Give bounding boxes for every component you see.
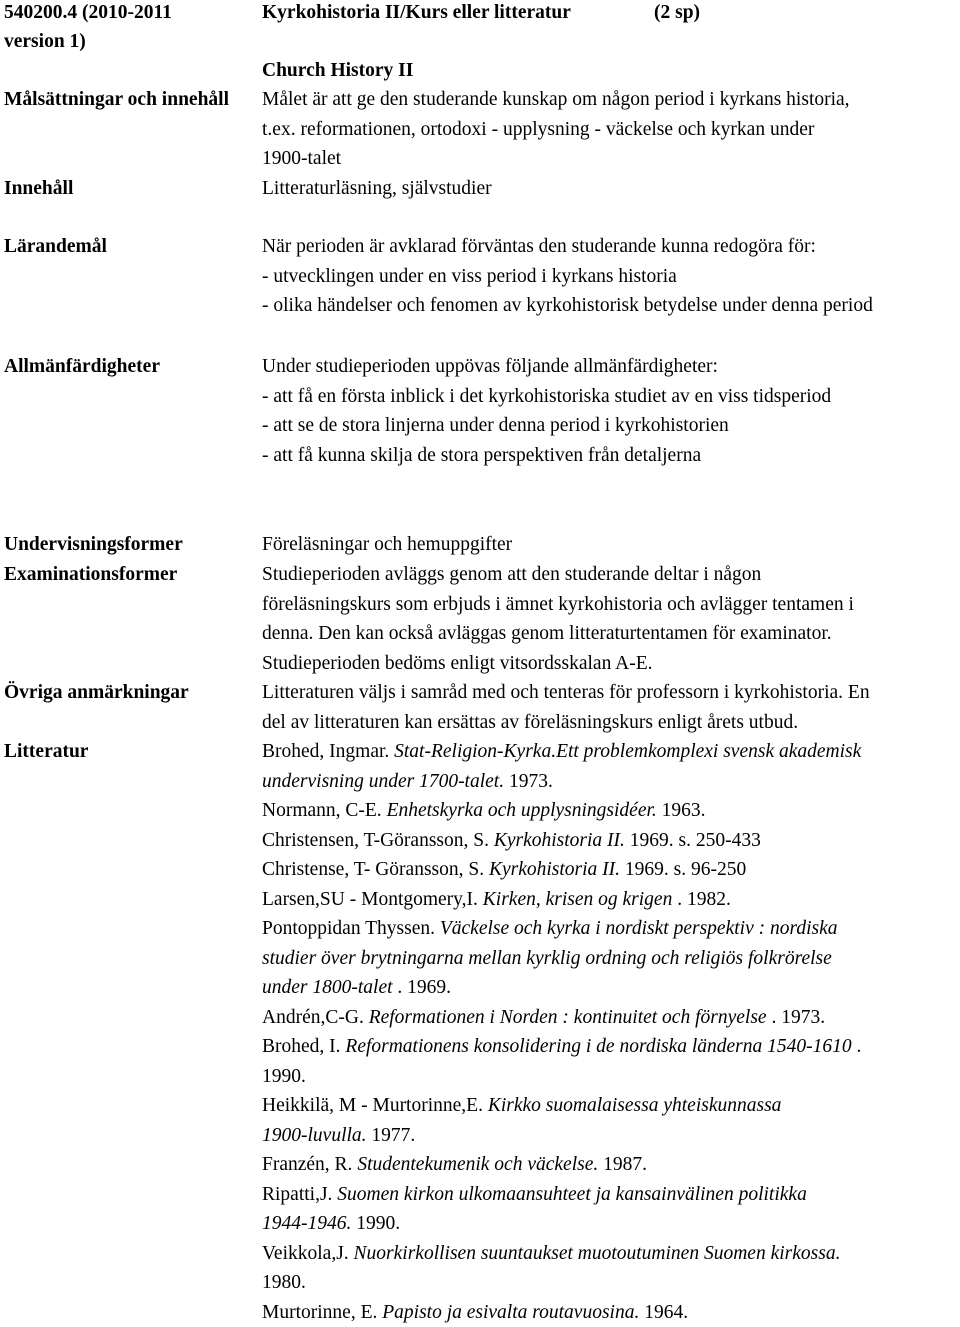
course-english-title: Church History II	[262, 56, 413, 86]
label-innehall: Innehåll	[4, 174, 73, 204]
reference-line: Veikkola,J. Nuorkirkollisen suuntaukset muotoutuminen Suomen kirkossa.	[262, 1239, 960, 1269]
reference-line: Andrén,C-G. Reformationen i Norden : kontinuitet och förnyelse . 1973.	[262, 1003, 960, 1033]
examinationsformer-text	[262, 560, 960, 678]
allmanfardigheter-text	[262, 352, 960, 470]
reference-line: Brohed, I. Reformationens konsolidering i de nordiska länderna 1540-1610 .	[262, 1032, 960, 1062]
reference-line: Christensen, T-Göransson, S. Kyrkohistoria II. 1969. s. 250-433	[262, 826, 960, 856]
text-line: del av litteraturen kan ersättas av föreläsningskurs enligt årets utbud.	[262, 708, 960, 738]
label-undervisningsformer: Undervisningsformer	[4, 530, 183, 560]
larandemal-text	[262, 232, 960, 321]
reference-line: Ripatti,J. Suomen kirkon ulkomaansuhteet ja kansainvälinen politikka	[262, 1180, 960, 1210]
reference-line: 1990.	[262, 1062, 960, 1092]
reference-line: Murtorinne, E. Papisto ja esivalta routavuosina. 1964.	[262, 1298, 960, 1327]
text-line: - utvecklingen under en viss period i kyrkans historia	[262, 262, 960, 292]
text-line: - att få en första inblick i det kyrkohistoriska studiet av en viss tidsperiod	[262, 382, 960, 412]
text-line: Studieperioden avläggs genom att den studerande deltar i någon	[262, 560, 960, 590]
text-line: 1900-talet	[262, 144, 960, 174]
reference-line: 1980.	[262, 1268, 960, 1298]
course-credits: (2 sp)	[654, 0, 700, 28]
text-line: denna. Den kan också avläggas genom litteraturtentamen för examinator.	[262, 619, 960, 649]
reference-line: Normann, C-E. Enhetskyrka och upplysningsidéer. 1963.	[262, 796, 960, 826]
text-line: föreläsningskurs som erbjuds i ämnet kyrkohistoria och avlägger tentamen i	[262, 590, 960, 620]
course-version: version 1)	[4, 27, 86, 57]
label-allmanfardigheter: Allmänfärdigheter	[4, 352, 160, 382]
litteratur-list	[262, 737, 960, 1327]
text-line: Målet är att ge den studerande kunskap om någon period i kyrkans historia,	[262, 85, 960, 115]
label-litteratur: Litteratur	[4, 737, 88, 767]
reference-line: undervisning under 1700-talet. 1973.	[262, 767, 960, 797]
text-line: Föreläsningar och hemuppgifter	[262, 530, 960, 560]
reference-line: under 1800-talet . 1969.	[262, 973, 960, 1003]
text-line: - att se de stora linjerna under denna period i kyrkohistorien	[262, 411, 960, 441]
label-ovriga: Övriga anmärkningar	[4, 678, 189, 708]
label-larandemal: Lärandemål	[4, 232, 107, 262]
text-line: Litteraturen väljs i samråd med och tenteras för professorn i kyrkohistoria. En	[262, 678, 960, 708]
label-malsattningar: Målsättningar och innehåll	[4, 85, 229, 115]
reference-line: Pontoppidan Thyssen. Väckelse och kyrka i nordiskt perspektiv : nordiska	[262, 914, 960, 944]
reference-line: Heikkilä, M - Murtorinne,E. Kirkko suomalaisessa yhteiskunnassa	[262, 1091, 960, 1121]
text-line: t.ex. reformationen, ortodoxi - upplysning - väckelse och kyrkan under	[262, 115, 960, 145]
text-line: Studieperioden bedöms enligt vitsordsskalan A-E.	[262, 649, 960, 679]
reference-line: 1900-luvulla. 1977.	[262, 1121, 960, 1151]
reference-line: Brohed, Ingmar. Stat-Religion-Kyrka.Ett problemkomplexi svensk akademisk	[262, 737, 960, 767]
label-examinationsformer: Examinationsformer	[4, 560, 177, 590]
text-line: När perioden är avklarad förväntas den studerande kunna redogöra för:	[262, 232, 960, 262]
reference-line: studier över brytningarna mellan kyrklig ordning och religiös folkrörelse	[262, 944, 960, 974]
text-line: - olika händelser och fenomen av kyrkohistorisk betydelse under denna period	[262, 291, 960, 321]
reference-line: Christense, T- Göransson, S. Kyrkohistoria II. 1969. s. 96-250	[262, 855, 960, 885]
reference-line: 1944-1946. 1990.	[262, 1209, 960, 1239]
course-code: 540200.4 (2010-2011	[4, 0, 172, 28]
undervisningsformer-text	[262, 530, 960, 560]
reference-line: Larsen,SU - Montgomery,I. Kirken, krisen og krigen . 1982.	[262, 885, 960, 915]
course-title: Kyrkohistoria II/Kurs eller litteratur	[262, 0, 571, 28]
text-line: Litteraturläsning, självstudier	[262, 174, 960, 204]
ovriga-text	[262, 678, 960, 737]
reference-line: Franzén, R. Studentekumenik och väckelse. 1987.	[262, 1150, 960, 1180]
text-line: Under studieperioden uppövas följande allmänfärdigheter:	[262, 352, 960, 382]
malsattningar-text	[262, 85, 960, 174]
text-line: - att få kunna skilja de stora perspektiven från detaljerna	[262, 441, 960, 471]
innehall-text	[262, 174, 960, 204]
